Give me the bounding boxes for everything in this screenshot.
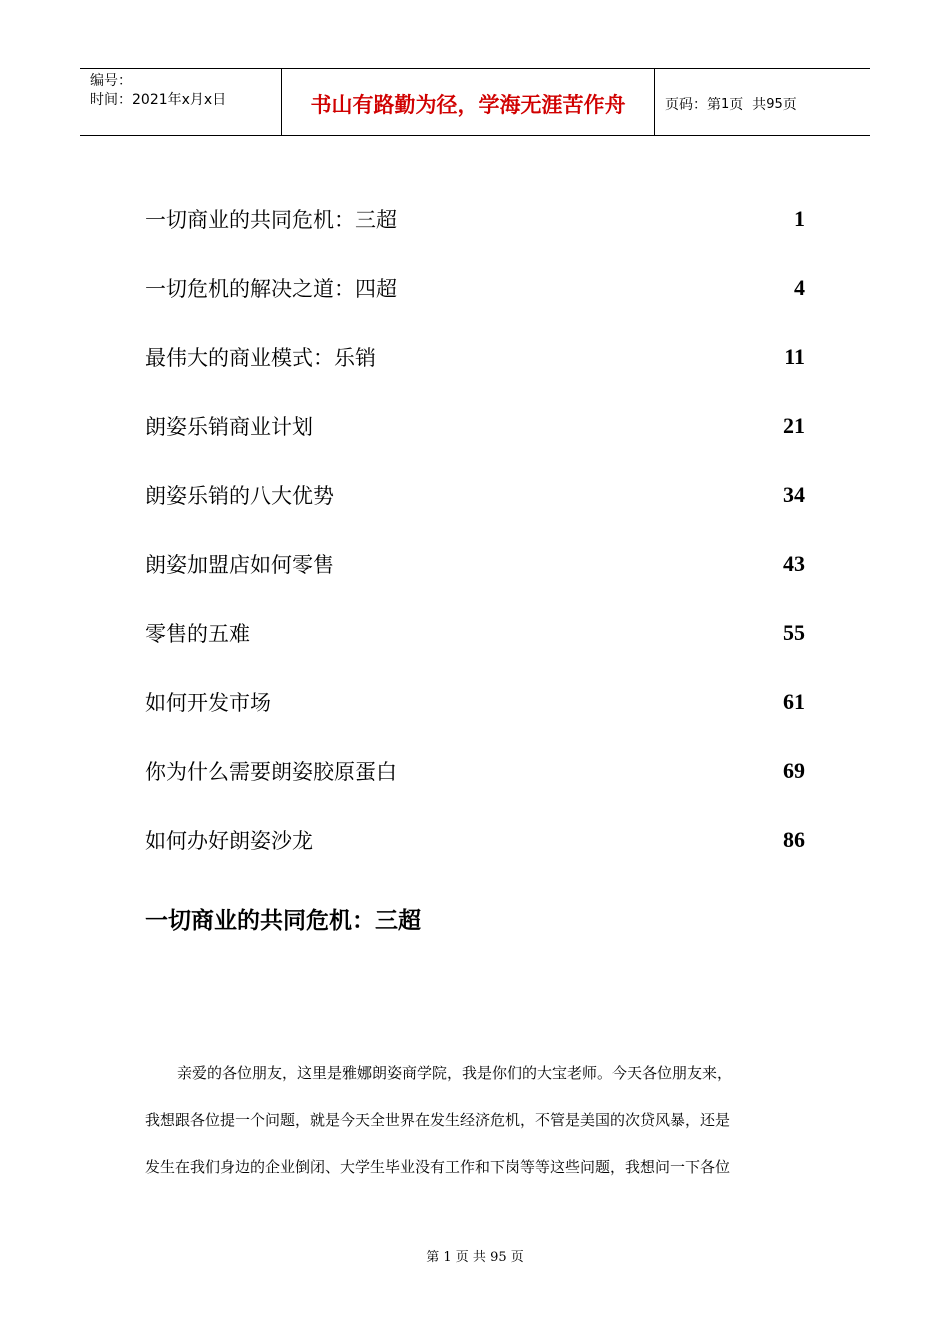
- section-heading: 一切商业的共同危机：三超: [145, 908, 421, 934]
- toc-entry[interactable]: [145, 184, 805, 253]
- page-header: [80, 68, 870, 136]
- body-paragraph: [145, 1050, 807, 1191]
- footer-prefix: 第: [426, 1250, 440, 1265]
- toc-entry[interactable]: [145, 253, 805, 322]
- toc-entry-title: 如何办好朗姿沙龙: [145, 828, 313, 853]
- toc-entry-title: 朗姿加盟店如何零售: [145, 552, 334, 577]
- toc-entry-title: 一切商业的共同危机：三超: [145, 207, 397, 232]
- document-number-label: 编号：: [90, 73, 132, 89]
- toc-entry-page: 34: [783, 481, 805, 507]
- header-page-prefix: 页码：第: [665, 97, 721, 113]
- toc-entry-title: 零售的五难: [145, 621, 250, 646]
- body-line: 发生在我们身边的企业倒闭、大学生毕业没有工作和下岗等等这些问题，我想问一下各位: [145, 1158, 731, 1176]
- toc-entry[interactable]: [145, 598, 805, 667]
- toc-entry[interactable]: [145, 529, 805, 598]
- header-page-mid: 页 共: [729, 97, 767, 113]
- header-motto: 书山有路勤为径，学海无涯苦作舟: [310, 93, 626, 117]
- toc-entry-page: 69: [783, 757, 805, 783]
- toc-entry-title: 一切危机的解决之道：四超: [145, 276, 397, 301]
- page-footer: [0, 1246, 950, 1265]
- toc-entry-title: 最伟大的商业模式：乐销: [145, 345, 376, 370]
- toc-entry[interactable]: [145, 322, 805, 391]
- toc-entry-page: 11: [784, 343, 805, 369]
- toc-entry-page: 86: [783, 826, 805, 852]
- header-info-cell: [80, 69, 282, 135]
- footer-suffix: 页: [510, 1250, 524, 1265]
- body-line: 我想跟各位提一个问题，就是今天全世界在发生经济危机，不管是美国的次贷风暴，还是: [145, 1111, 731, 1129]
- footer-page-total: 95: [490, 1250, 507, 1265]
- toc-entry[interactable]: [145, 667, 805, 736]
- toc-entry[interactable]: [145, 460, 805, 529]
- toc-entry[interactable]: [145, 391, 805, 460]
- header-page-current: 1: [721, 96, 730, 112]
- toc-entry-page: 4: [794, 274, 805, 300]
- toc-entry-title: 朗姿乐销的八大优势: [145, 483, 334, 508]
- toc-entry[interactable]: [145, 805, 805, 874]
- footer-mid: 页 共: [455, 1250, 486, 1265]
- body-line: 亲爱的各位朋友，这里是雅娜朗姿商学院，我是你们的大宝老师。今天各位朋友来，: [177, 1064, 733, 1082]
- toc-entry[interactable]: [145, 736, 805, 805]
- header-page-suffix: 页: [782, 97, 797, 113]
- header-page-total: 95: [766, 96, 783, 112]
- toc-entry-title: 你为什么需要朗姿胶原蛋白: [145, 759, 397, 784]
- footer-page-current: 1: [443, 1250, 452, 1265]
- document-date-label: 时间：2021年x月x日: [90, 92, 227, 108]
- toc-entry-page: 21: [783, 412, 805, 438]
- toc-entry-page: 43: [783, 550, 805, 576]
- header-motto-cell: [282, 69, 655, 135]
- toc-entry-page: 55: [783, 619, 805, 645]
- toc-entry-title: 如何开发市场: [145, 690, 271, 715]
- table-of-contents: [145, 184, 805, 874]
- toc-entry-page: 1: [794, 205, 805, 231]
- toc-entry-page: 61: [783, 688, 805, 714]
- header-page-cell: [655, 69, 870, 135]
- toc-entry-title: 朗姿乐销商业计划: [145, 414, 313, 439]
